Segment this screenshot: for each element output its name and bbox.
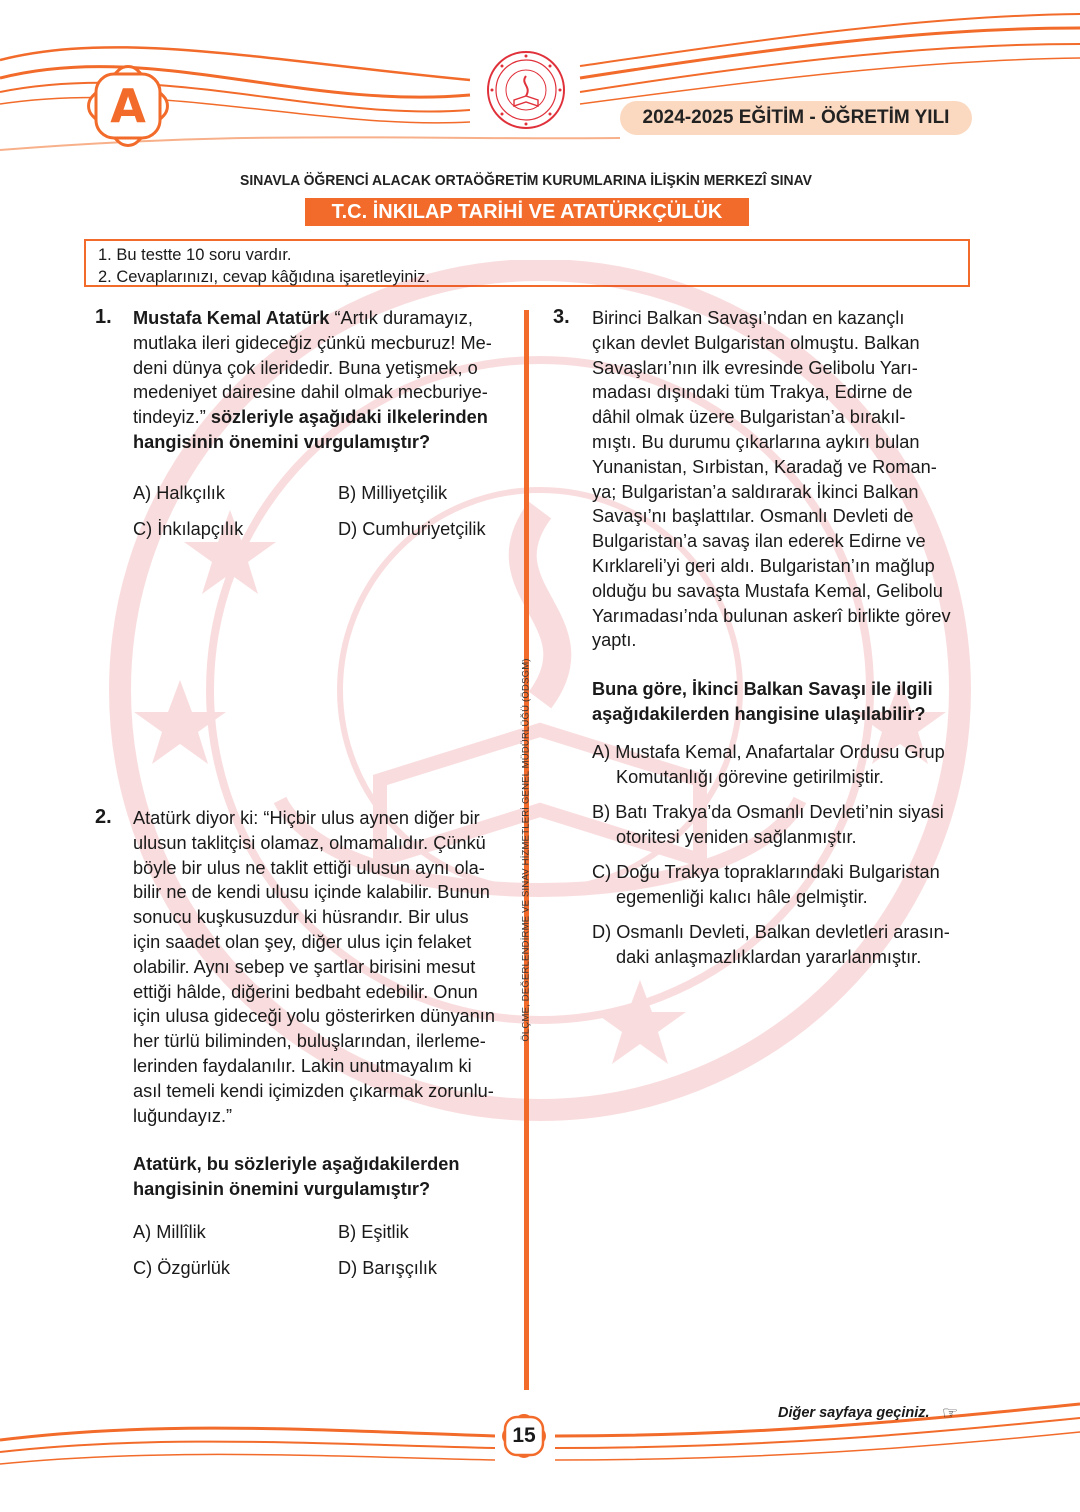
q3-text: olduğu bu savaşta Mustafa Kemal, Gelibolu: [592, 580, 943, 601]
instruction-line: 2. Cevaplarınızı, cevap kâğıdına işaretleyiniz.: [98, 268, 431, 286]
subject-title: T.C. İNKILAP TARİHİ VE ATATÜRKÇÜLÜK: [305, 198, 749, 226]
q2-prompt-line: hangisinin önemini vurgulamıştır?: [133, 1178, 431, 1199]
q3-text: ya; Bulgaristan’a saldırarak İkinci Balkan: [592, 481, 919, 502]
q1-option-b[interactable]: B) Milliyetçilik: [338, 483, 448, 503]
q2-option-b[interactable]: B) Eşitlik: [338, 1222, 409, 1242]
question-1-stem: [133, 306, 513, 455]
q2-text: ettiği hâlde, diğerini bedbaht edebilir. Onun: [133, 981, 478, 1002]
question-3-prompt: [592, 677, 977, 727]
q3-text: Yarımadası’nda bulunan askerî birlikte görev: [592, 605, 951, 626]
q1-option-d[interactable]: D) Cumhuriyetçilik: [338, 519, 486, 539]
question-2-prompt: [133, 1152, 518, 1202]
q2-text: böyle bir ulus ne taklit ettiği ulusun aynı ola-: [133, 857, 485, 878]
instruction-line: 1. Bu testte 10 soru vardır.: [98, 246, 292, 264]
q1-prompt: hangisinin önemini vurgulamıştır?: [133, 431, 431, 452]
q3-option-b[interactable]: [592, 800, 977, 850]
q3-text: Savaşları’nın ilk evresinde Gelibolu Yarı-: [592, 357, 918, 378]
q3-text: Kırklareli’yi geri aldı. Bulgaristan’ın mağlup: [592, 555, 935, 576]
page-number: 15: [512, 1424, 536, 1447]
q1-text: mutlaka ileri gideceğiz çünkü mecburuz! Me-: [133, 332, 492, 353]
q2-text: bilir ne de kendi ulusu içinde kalabilir. Bunun: [133, 882, 490, 903]
option-line: D) Osmanlı Devleti, Balkan devletleri arasın-: [592, 922, 950, 942]
question-2-stem: [133, 806, 518, 1128]
q3-text: Savaşı’nı başlattılar. Osmanlı Devleti de: [592, 506, 914, 527]
option-line: Komutanlığı görevine getirilmiştir.: [616, 766, 884, 787]
next-page-note: Diğer sayfaya geçiniz.: [778, 1405, 930, 1421]
q3-text: mıştı. Bu durumu çıkarlarına aykırı bulan: [592, 431, 920, 452]
school-year-pill: 2024-2025 EĞİTİM - ÖĞRETİM YILI: [620, 101, 972, 135]
q2-text: asıl temeli kendi içimizden çıkarmak zorunlu-: [133, 1080, 494, 1101]
q2-text: Atatürk diyor ki: “Hiçbir ulus aynen diğer bir: [133, 808, 480, 828]
q3-prompt-line: Buna göre, İkinci Balkan Savaşı ile ilgili: [592, 679, 933, 699]
q2-text: sonucu kuşkusuzdur ki hüsrandır. Bir ulus: [133, 907, 469, 928]
q1-text: deni dünya çok ileridedir. Buna yetişmek, o: [133, 357, 478, 378]
q3-text: yaptı.: [592, 630, 637, 651]
q2-text: lerinden faydalanılır. Lakin unutmayalım ki: [133, 1055, 472, 1076]
option-line: daki anlaşmazlıklardan yararlanmıştır.: [616, 946, 922, 967]
option-line: C) Doğu Trakya topraklarındaki Bulgaristan: [592, 862, 940, 882]
option-line: otoritesi yeniden sağlanmıştır.: [616, 826, 857, 847]
booklet-type-badge: [84, 62, 172, 150]
q1-author: Mustafa Kemal Atatürk: [133, 308, 330, 328]
page-number-badge: [498, 1410, 550, 1462]
q2-text: luğundayız.”: [133, 1105, 233, 1126]
question-3-number: 3.: [553, 306, 570, 328]
pointing-hand-icon: ☞: [942, 1403, 959, 1423]
q3-text: Bulgaristan’a savaş ilan ederek Edirne ve: [592, 531, 926, 552]
q3-option-a[interactable]: [592, 740, 977, 790]
q2-prompt-line: Atatürk, bu sözleriyle aşağıdakilerden: [133, 1154, 460, 1174]
question-1-number: 1.: [95, 306, 112, 328]
q3-text: madası dışındaki tüm Trakya, Edirne de: [592, 382, 913, 403]
q1-option-c[interactable]: C) İnkılapçılık: [133, 519, 244, 539]
q3-option-c[interactable]: [592, 860, 977, 910]
q2-option-c[interactable]: C) Özgürlük: [133, 1258, 231, 1278]
ministry-seal-icon: [486, 50, 566, 130]
q2-text: olabilir. Aynı sebep ve şartlar birisini mesut: [133, 956, 476, 977]
q2-text: ulusun taklitçisi olamaz, olmamalıdır. Çünkü: [133, 832, 486, 853]
q3-text: çıkan devlet Bulgaristan olmuştu. Balkan: [592, 332, 920, 353]
q3-text: dâhil olmak üzere Bulgaristan’a bırakıl-: [592, 407, 906, 428]
side-publisher-label: ÖLÇME, DEĞERLENDİRME VE SINAV HİZMETLERİ GENEL MÜDÜRLÜĞÜ (ÖDSGM): [520, 658, 532, 1042]
booklet-letter: A: [110, 79, 146, 133]
q2-option-a[interactable]: A) Millîlik: [133, 1222, 206, 1242]
q1-text: tindeyiz.”: [133, 407, 206, 428]
q2-text: için ulusa gideceği yolu gösterirken dünyanın: [133, 1006, 495, 1027]
q3-text: Yunanistan, Sırbistan, Karadağ ve Roman-: [592, 456, 937, 477]
q2-option-d[interactable]: D) Barışçılık: [338, 1258, 438, 1278]
q1-text: medeniyet dairesine dahil olmak mecburiye-: [133, 382, 488, 403]
q1-text: “Artık duramayız,: [329, 308, 473, 328]
question-3-stem: [592, 306, 977, 653]
q1-prompt: sözleriyle aşağıdaki ilkelerinden: [205, 407, 488, 428]
q3-prompt-line: aşağıdakilerden hangisine ulaşılabilir?: [592, 703, 926, 724]
q2-text: her türlü biliminden, buluşlarından, ilerleme-: [133, 1031, 486, 1052]
option-line: egemenliği kalıcı hâle gelmiştir.: [616, 886, 868, 907]
option-line: A) Mustafa Kemal, Anafartalar Ordusu Grup: [592, 742, 945, 762]
q3-option-d[interactable]: [592, 920, 977, 970]
q2-text: için saadet olan şey, diğer ulus için felaket: [133, 931, 472, 952]
question-2-number: 2.: [95, 806, 112, 828]
q1-option-a[interactable]: A) Halkçılık: [133, 483, 225, 503]
exam-title: SINAVLA ÖĞRENCİ ALACAK ORTAÖĞRETİM KURUMLARINA İLİŞKİN MERKEZÎ SINAV: [240, 172, 812, 189]
q3-text: Birinci Balkan Savaşı’ndan en kazançlı: [592, 308, 905, 328]
option-line: B) Batı Trakya’da Osmanlı Devleti’nin siyasi: [592, 802, 944, 822]
